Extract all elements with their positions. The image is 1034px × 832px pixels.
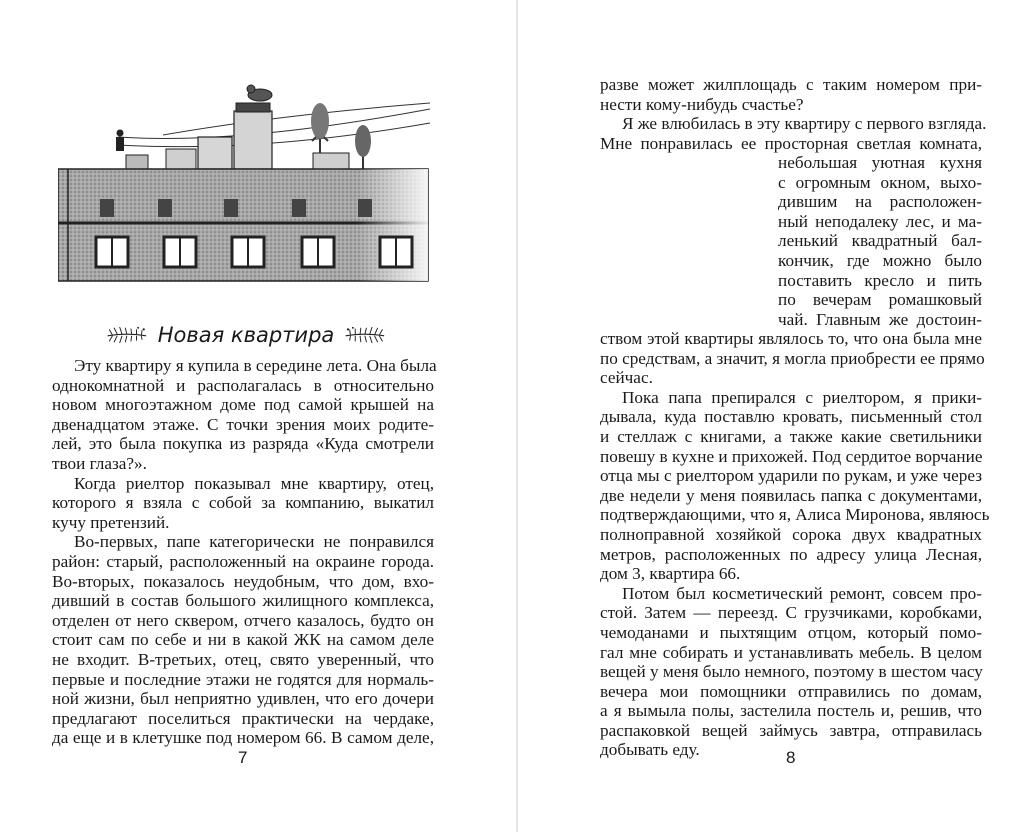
text-line: дившим на расположен- [778,192,982,212]
chapter-title: Новая квартира [157,323,335,347]
text-line: новом многоэтажном доме под самой крышей на [52,395,434,415]
text-line: двенадцатом этаже. С точки зрения моих родите- [52,414,434,434]
text-line: однокомнатной и располагалась в относительно [52,375,434,395]
text-line: поставить кресло и пить [778,270,982,290]
fern-ornament-left-icon [106,322,148,348]
text-line: нести кому-нибудь счастье? [600,94,804,114]
right-page-text-top [600,75,987,153]
text-line: добывать еду. [600,740,700,760]
text-line: отделен от него сквером, отчего казалось, будто он [52,610,434,630]
text-line: Во-вторых, показалось неудобным, что дом, вхо- [52,571,434,591]
fern-ornament-right-icon [344,322,386,348]
chapter-heading [106,318,386,352]
text-line: предлагают поселиться практически на чердаке, [52,708,434,728]
text-line: Эту квартиру я купила в середине лета. Она была [74,356,437,375]
text-line: чемоданами и пыхтящим отцом, который помо- [600,622,982,642]
text-line: ный неподалеку лес, и ма- [778,211,982,231]
text-line: да еще и в клетушке под номером 66. В самом деле, [52,728,434,748]
text-line: разве может жилплощадь с таким номером при- [600,75,982,94]
text-line: лей, это была покупка из разряда «Куда смотрели [52,434,434,454]
text-line: по вечерам ромашковый [778,290,982,310]
text-line: стоит сам по себе и ни в какой ЖК на самом деле [52,630,434,650]
right-page-text-wrap [778,153,982,329]
text-line: а я вымыла полы, застелила постель и, решив, что [600,701,982,721]
text-line: Во-первых, папе категорически не понравился [74,532,434,552]
text-line: и стеллаж с книгами, а также какие светильники [600,426,982,446]
text-line: сейчас. [600,368,653,388]
text-line: вещей у меня было немного, поэтому в шестом часу [600,662,983,682]
text-line: подтверждающими, что я, Алиса Миронова, являюсь [600,505,990,525]
text-line: Я же влюбилась в эту квартиру с первого взгляда. [622,114,987,134]
text-line: с огромным окном, выхо- [778,172,982,192]
text-line: гал мне собирать и устанавливать мебель. В целом [600,642,982,662]
text-line: кончик, где можно было [778,250,982,270]
text-line: первые и последние этажи не годятся для нормаль- [52,669,434,689]
text-line: повешу в кухне и прихожей. Под сердитое ворчание [600,446,983,466]
text-line: не входит. В-третьих, отец, свято уверенный, что [52,649,434,669]
left-page-text [52,356,437,748]
text-line: Когда риелтор показывал мне квартиру, отец, [74,473,434,493]
text-line: кучу претензий. [52,512,170,532]
text-line: которого я взяла с собой за компанию, выкатил [52,493,434,513]
text-line: чай. Главным же достоин- [778,309,982,329]
right-page-text-bottom [600,329,990,760]
text-line: отца мы с риелтором ударили по рукам, и уже через [600,466,982,486]
rooftop-house-illustration [58,75,438,287]
text-line: Мне понравилась ее просторная светлая комната, [600,133,982,153]
text-line: Пока папа препирался с риелтором, я прики- [622,387,982,407]
text-line: твои глаза?». [52,453,147,473]
text-line: полноправной хозяйкой сорока двух квадратных [600,524,982,544]
text-line: ной жизни, был неприятно удивлен, что его дочери [52,689,434,709]
text-line: метров, расположенных по адресу улица Лесная, [600,544,982,564]
right-page [518,0,1034,832]
text-line: дом 3, квартира 66. [600,564,741,584]
text-line: небольшая уютная кухня [778,153,982,172]
text-line: ством этой квартиры являлось то, что она была мне [600,329,982,348]
text-line: две недели у меня появилась папка с документами, [600,485,982,505]
left-page [0,0,516,832]
text-line: вечера мои помощники отправились по домам, [600,681,982,701]
text-line: по средствам, а значит, я могла приобрести ее прямо [600,348,985,368]
text-line: стой. Затем — переезд. С грузчиками, коробками, [600,603,982,623]
text-line: распаковкой вещей займусь завтра, отправилась [600,720,982,740]
text-line: Потом был косметический ремонт, совсем про- [622,583,982,603]
text-line: ленький квадратный бал- [778,231,982,251]
page-number-right: 8 [786,748,796,767]
text-line: район: старый, расположенный на окраине города. [52,551,434,571]
page-number-left: 7 [238,748,248,767]
text-line: дивший в состав большого жилищного комплекса, [52,591,434,611]
text-line: дывала, куда поставлю кровать, письменный стол [600,407,982,427]
